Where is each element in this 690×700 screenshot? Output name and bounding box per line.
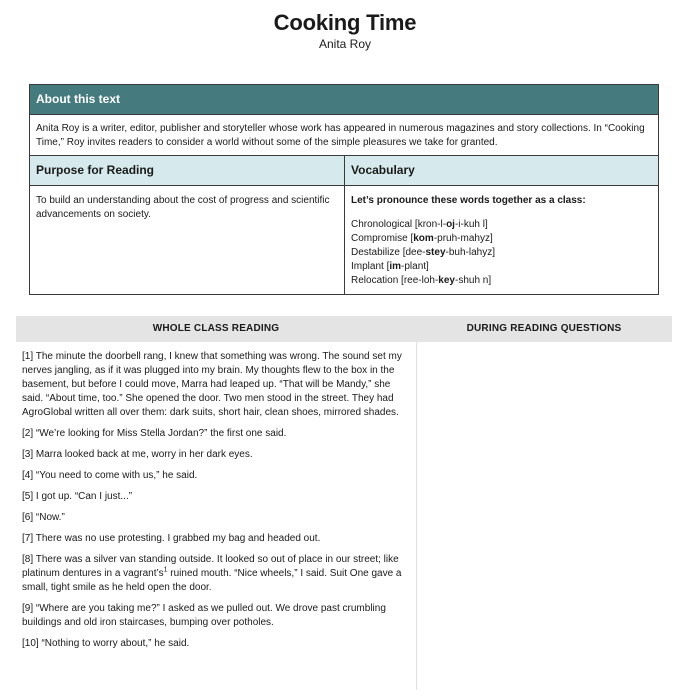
- paragraph: [4] “You need to come with us,” he said.: [22, 470, 198, 481]
- purpose-text: To build an understanding about the cost of progress and scientific advancements on society.: [36, 195, 330, 220]
- vocabulary-column: [345, 156, 658, 294]
- during-reading-questions-heading: DURING READING QUESTIONS: [466, 323, 622, 334]
- document-author: Anita Roy: [318, 37, 372, 51]
- purpose-column: [30, 156, 345, 294]
- purpose-vocab-row: [30, 156, 658, 294]
- about-text: Anita Roy is a writer, editor, publisher and storyteller whose work has appeared in numerous magazines and story collections. In “Cooking Time,” Roy invites readers to consider a world without some of the simple pleasures we take for granted.: [30, 115, 658, 156]
- vocab-item: Relocation [ree-loh-key-shuh n]: [351, 275, 492, 286]
- about-heading: About this text: [30, 85, 658, 115]
- paragraph: [10] “Nothing to worry about,” he said.: [22, 638, 190, 649]
- whole-class-reading-heading: WHOLE CLASS READING: [152, 323, 280, 334]
- vocab-item: Implant [im-plant]: [351, 261, 429, 272]
- purpose-heading: Purpose for Reading: [30, 156, 344, 186]
- paragraph: [2] “We’re looking for Miss Stella Jordan?” the first one said.: [22, 428, 287, 439]
- reading-header-bar: [16, 316, 672, 342]
- vocabulary-box: [345, 186, 658, 294]
- vocabulary-intro: Let’s pronounce these words together as a class:: [351, 195, 586, 206]
- paragraph: [3] Marra looked back at me, worry in her dark eyes.: [22, 449, 253, 460]
- paragraph: [8] There was a silver van standing outside. It looked so out of place in our street; like platinum dentures in a $vagrant’s^1$ ruined mouth. “Nice wheels,” I said. Suit One gave a small, tight smile as he held open the door.: [22, 554, 402, 593]
- reading-text: [22, 350, 410, 658]
- paragraph: [5] I got up. “Can I just...”: [22, 491, 133, 502]
- column-divider: [416, 342, 417, 690]
- document-title: Cooking Time: [273, 10, 417, 35]
- vocab-item: Destabilize [dee-stey-buh-lahyz]: [351, 247, 495, 258]
- paragraph: [9] “Where are you taking me?” I asked as we pulled out. We drove past crumbling buildings and old iron staircases, bumping over potholes.: [22, 603, 386, 628]
- vocab-item: Compromise [kom-pruh-mahyz]: [351, 233, 493, 244]
- footnote-marker[interactable]: 1: [163, 566, 168, 574]
- vocab-item: Chronological [kron-l-oj-i-kuh l]: [351, 219, 488, 230]
- paragraph: [1] The minute the doorbell rang, I knew that something was wrong. The sound set my nerves jangling, as if it was plugged into my brain. My thoughts flew to the box in the basement, but before I could move, Marra had leaped up. “That will be Mandy,” she said. “About time, too.” She opened the door. Two men stood in the street. They had AgroGlobal written all over them: dark suits, short hair, clean shoes, mirrored shades.: [22, 351, 402, 418]
- vocabulary-heading: Vocabulary: [345, 156, 658, 186]
- paragraph: [6] “Now.”: [22, 512, 65, 523]
- about-table: [29, 84, 659, 295]
- paragraph: [7] There was no use protesting. I grabbed my bag and headed out.: [22, 533, 321, 544]
- title-block: [0, 10, 690, 51]
